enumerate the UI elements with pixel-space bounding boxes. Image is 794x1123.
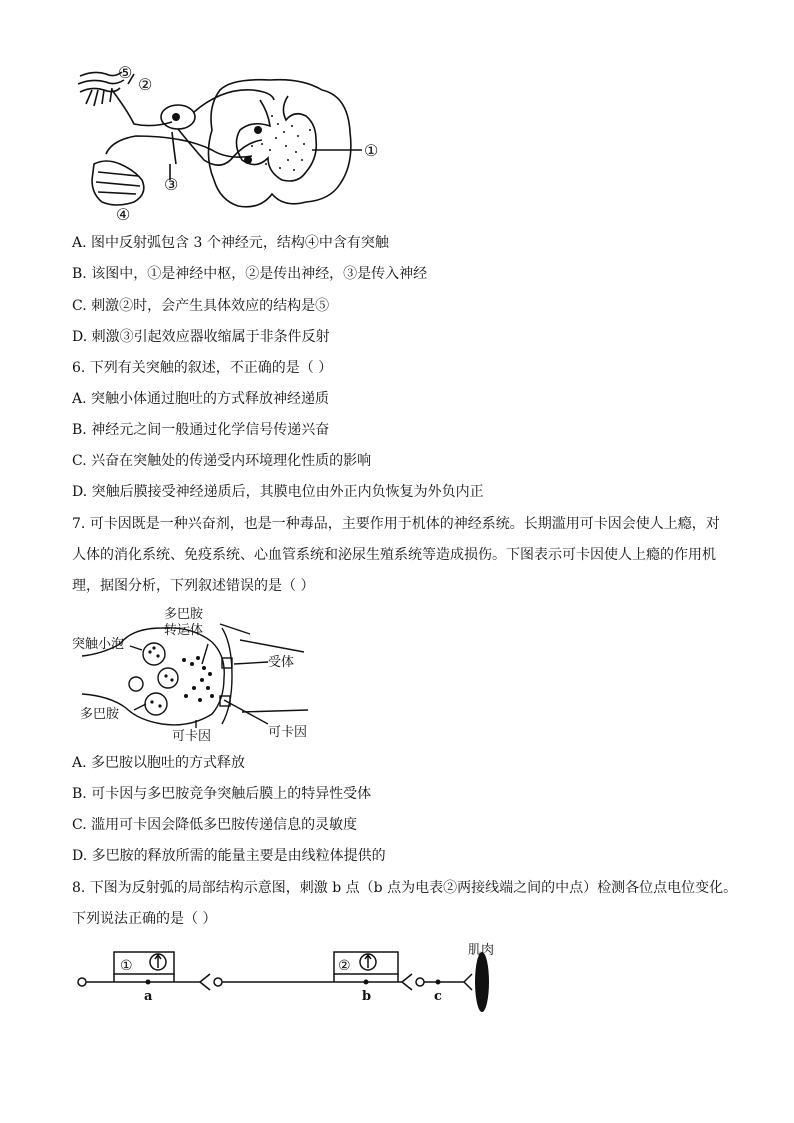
spinal-cord xyxy=(208,80,350,207)
point-b-label: b xyxy=(362,989,372,1004)
q5-option-c: C. 刺激②时，会产生具体效应的结构是⑤ xyxy=(72,298,330,314)
point-b xyxy=(364,980,369,985)
cocaine-synapse-figure xyxy=(72,604,332,744)
meter-1-label: ① xyxy=(120,958,133,974)
q6-option-a: A. 突触小体通过胞吐的方式释放神经递质 xyxy=(72,391,330,407)
vesicle xyxy=(143,643,165,665)
label-receptor: 受体 xyxy=(268,655,295,670)
label-cocaine-right: 可卡因 xyxy=(268,725,308,740)
reflex-arc-meter-figure xyxy=(72,940,512,1020)
label-3: ③ xyxy=(164,175,179,194)
point-c-label: c xyxy=(434,989,442,1004)
label-dopamine-transporter-2: 转运体 xyxy=(164,623,204,638)
q7-option-c: C. 滥用可卡因会降低多巴胺传递信息的灵敏度 xyxy=(72,817,358,833)
label-5: ⑤ xyxy=(118,63,133,82)
meter-2-label: ② xyxy=(338,958,351,974)
q7-stem-1: 7. 可卡因既是一种兴奋剂，也是一种毒品，主要作用于机体的神经系统。长期滥用可卡因会使人上瘾，对 xyxy=(72,516,720,532)
q5-option-a: A. 图中反射弧包含 3 个神经元，结构④中含有突触 xyxy=(72,235,389,251)
q7-option-d: D. 多巴胺的释放所需的能量主要是由线粒体提供的 xyxy=(72,848,386,864)
q7-stem-3: 理，据图分析，下列叙述错误的是（ ） xyxy=(72,578,315,594)
q7-option-b: B. 可卡因与多巴胺竞争突触后膜上的特异性受体 xyxy=(72,786,372,802)
cell-body-right xyxy=(416,978,424,986)
q5-option-b: B. 该图中，①是神经中枢，②是传出神经，③是传入神经 xyxy=(72,266,428,282)
point-a-label: a xyxy=(144,989,153,1004)
reflex-arc-figure xyxy=(72,60,392,230)
q8-stem-2: 下列说法正确的是（ ） xyxy=(72,911,217,927)
muscle xyxy=(475,952,489,1012)
q7-option-a: A. 多巴胺以胞吐的方式释放 xyxy=(72,755,246,771)
muscle-label: 肌肉 xyxy=(468,943,495,958)
label-dopamine: 多巴胺 xyxy=(80,707,120,722)
label-1: ① xyxy=(364,141,379,160)
label-cocaine-left: 可卡因 xyxy=(172,729,212,744)
cell-body-left xyxy=(78,978,86,986)
q7-stem-2: 人体的消化系统、免疫系统、心血管系统和泌尿生殖系统等造成损伤。下图表示可卡因使人上瘾的作用机 xyxy=(72,547,716,563)
q6-option-b: B. 神经元之间一般通过化学信号传递兴奋 xyxy=(72,422,330,438)
q6-option-d: D. 突触后膜接受神经递质后，其膜电位由外正内负恢复为外负内正 xyxy=(72,484,484,500)
q5-option-d: D. 刺激③引起效应器收缩属于非条件反射 xyxy=(72,329,330,345)
point-a xyxy=(146,980,151,985)
afferent-nerve xyxy=(112,90,172,126)
label-dopamine-transporter-1: 多巴胺 xyxy=(164,607,204,622)
cell-body-middle xyxy=(214,978,222,986)
label-2: ② xyxy=(138,75,153,94)
point-c xyxy=(436,980,441,985)
q6-option-c: C. 兴奋在突触处的传递受内环境理化性质的影响 xyxy=(72,453,372,469)
receptor-skin xyxy=(80,72,122,76)
label-synaptic-vesicle: 突触小泡 xyxy=(72,637,125,652)
efferent-nerve xyxy=(106,136,252,157)
q6-stem: 6. 下列有关突触的叙述，不正确的是（ ） xyxy=(72,360,333,376)
q8-stem-1: 8. 下图为反射弧的局部结构示意图，刺激 b 点（b 点为电表②两接线端之间的中点）检测各位点电位变化。 xyxy=(72,880,738,896)
label-4: ④ xyxy=(116,205,131,224)
